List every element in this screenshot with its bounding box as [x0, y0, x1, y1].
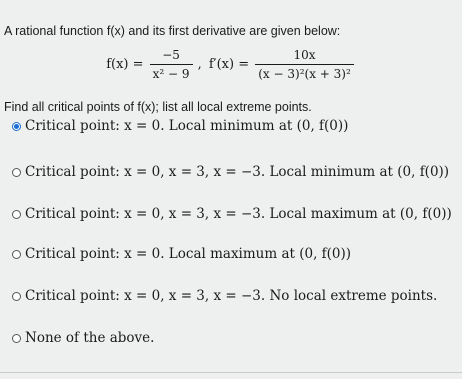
question-instruction: Find all critical points of f(x); list all local extreme points. — [4, 100, 312, 114]
option-label: Critical point: x = 0. Local maximum at (0, f(0)) — [25, 246, 352, 262]
fprime-fraction — [255, 48, 354, 81]
radio-button-selected[interactable] — [12, 122, 21, 131]
formula-block — [0, 48, 462, 81]
answer-option-5[interactable] — [12, 288, 437, 304]
radio-button[interactable] — [12, 250, 21, 259]
f-numerator: −5 — [162, 48, 180, 62]
question-intro: A rational function f(x) and its first derivative are given below: — [4, 24, 341, 38]
fprime-denominator: (x − 3)²(x + 3)² — [255, 64, 354, 81]
option-label: Critical point: x = 0, x = 3, x = −3. Local minimum at (0, f(0)) — [25, 164, 450, 180]
option-label: Critical point: x = 0. Local minimum at (0, f(0)) — [25, 118, 349, 134]
option-label: Critical point: x = 0, x = 3, x = −3. Local maximum at (0, f(0)) — [25, 206, 452, 222]
fprime-lhs: f′(x) = — [208, 57, 250, 72]
answer-option-4[interactable] — [12, 246, 351, 262]
radio-button[interactable] — [12, 210, 21, 219]
f-denominator: x² − 9 — [150, 64, 193, 81]
answer-option-6[interactable] — [12, 330, 154, 346]
bottom-divider — [0, 372, 462, 373]
answer-option-2[interactable] — [12, 164, 449, 180]
option-label: None of the above. — [25, 330, 155, 346]
option-label: Critical point: x = 0, x = 3, x = −3. No local extreme points. — [25, 288, 438, 304]
f-lhs: f(x) = — [106, 57, 144, 72]
f-fraction — [150, 48, 193, 81]
fprime-numerator: 10x — [293, 48, 316, 62]
answer-option-3[interactable] — [12, 206, 452, 222]
radio-button[interactable] — [12, 292, 21, 301]
radio-button[interactable] — [12, 334, 21, 343]
answer-option-1[interactable] — [12, 118, 348, 134]
radio-button[interactable] — [12, 168, 21, 177]
formula-separator: , — [197, 57, 202, 72]
